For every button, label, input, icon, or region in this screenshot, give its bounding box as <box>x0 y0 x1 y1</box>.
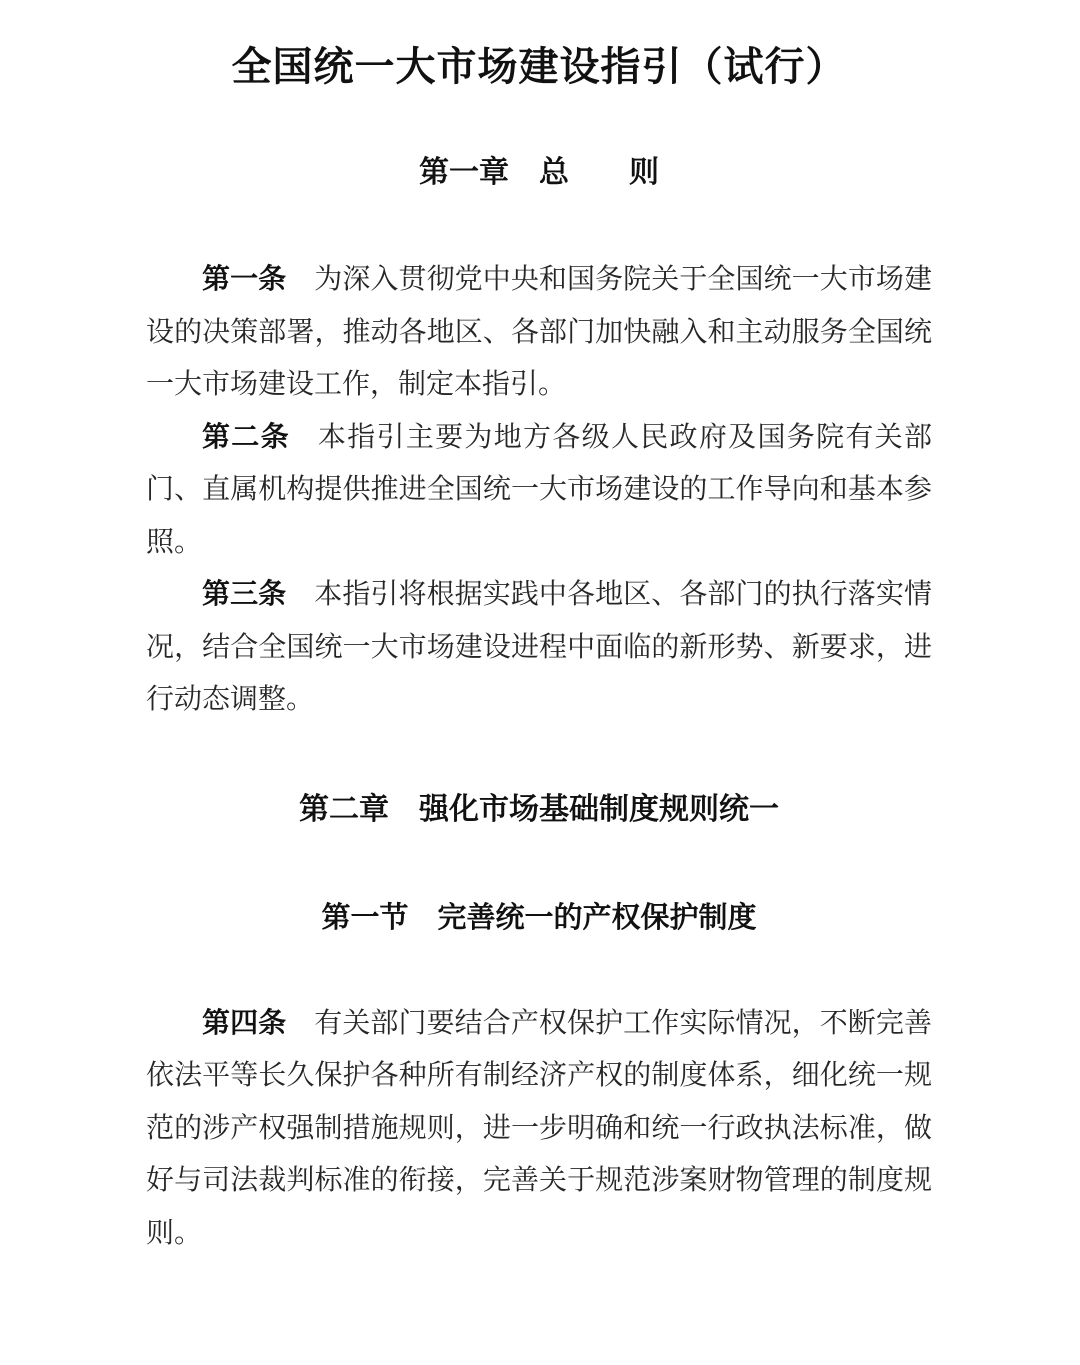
article-4-text: 有关部门要结合产权保护工作实际情况，不断完善依法平等长久保护各种所有制经济产权的制度体系，细化统一规范的涉产权强制措施规则，进一步明确和统一行政执法标准，做好与司法裁判标准的衔接，完善关于规范涉案财物管理的制度规则。 <box>146 1005 932 1249</box>
article-4-paragraph <box>146 997 932 1260</box>
article-2-paragraph <box>146 411 932 569</box>
article-3-text: 本指引将根据实践中各地区、各部门的执行落实情况，结合全国统一大市场建设进程中面临的新形势、新要求，进行动态调整。 <box>146 577 932 715</box>
chapter-2-heading: 第二章 强化市场基础制度规则统一 <box>299 791 779 827</box>
document-page <box>0 43 1080 1365</box>
article-3-label: 第三条 <box>202 577 287 610</box>
chapter-1-heading: 第一章 总 则 <box>419 155 659 190</box>
article-1-paragraph <box>146 253 932 411</box>
article-1-text: 为深入贯彻党中央和国务院关于全国统一大市场建设的决策部署，推动各地区、各部门加快融入和主动服务全国统一大市场建设工作，制定本指引。 <box>146 262 932 400</box>
article-2-label: 第二条 <box>202 419 290 453</box>
article-3-paragraph <box>146 568 932 726</box>
article-4-label: 第四条 <box>202 1005 287 1039</box>
chapter-1-body <box>146 253 932 726</box>
article-1-label: 第一条 <box>202 262 287 295</box>
article-2-text: 本指引主要为地方各级人民政府及国务院有关部门、直属机构提供推进全国统一大市场建设的工作导向和基本参照。 <box>146 419 932 558</box>
document-title: 全国统一大市场建设指引（试行） <box>231 43 847 90</box>
section-1-heading: 第一节 完善统一的产权保护制度 <box>321 899 757 934</box>
